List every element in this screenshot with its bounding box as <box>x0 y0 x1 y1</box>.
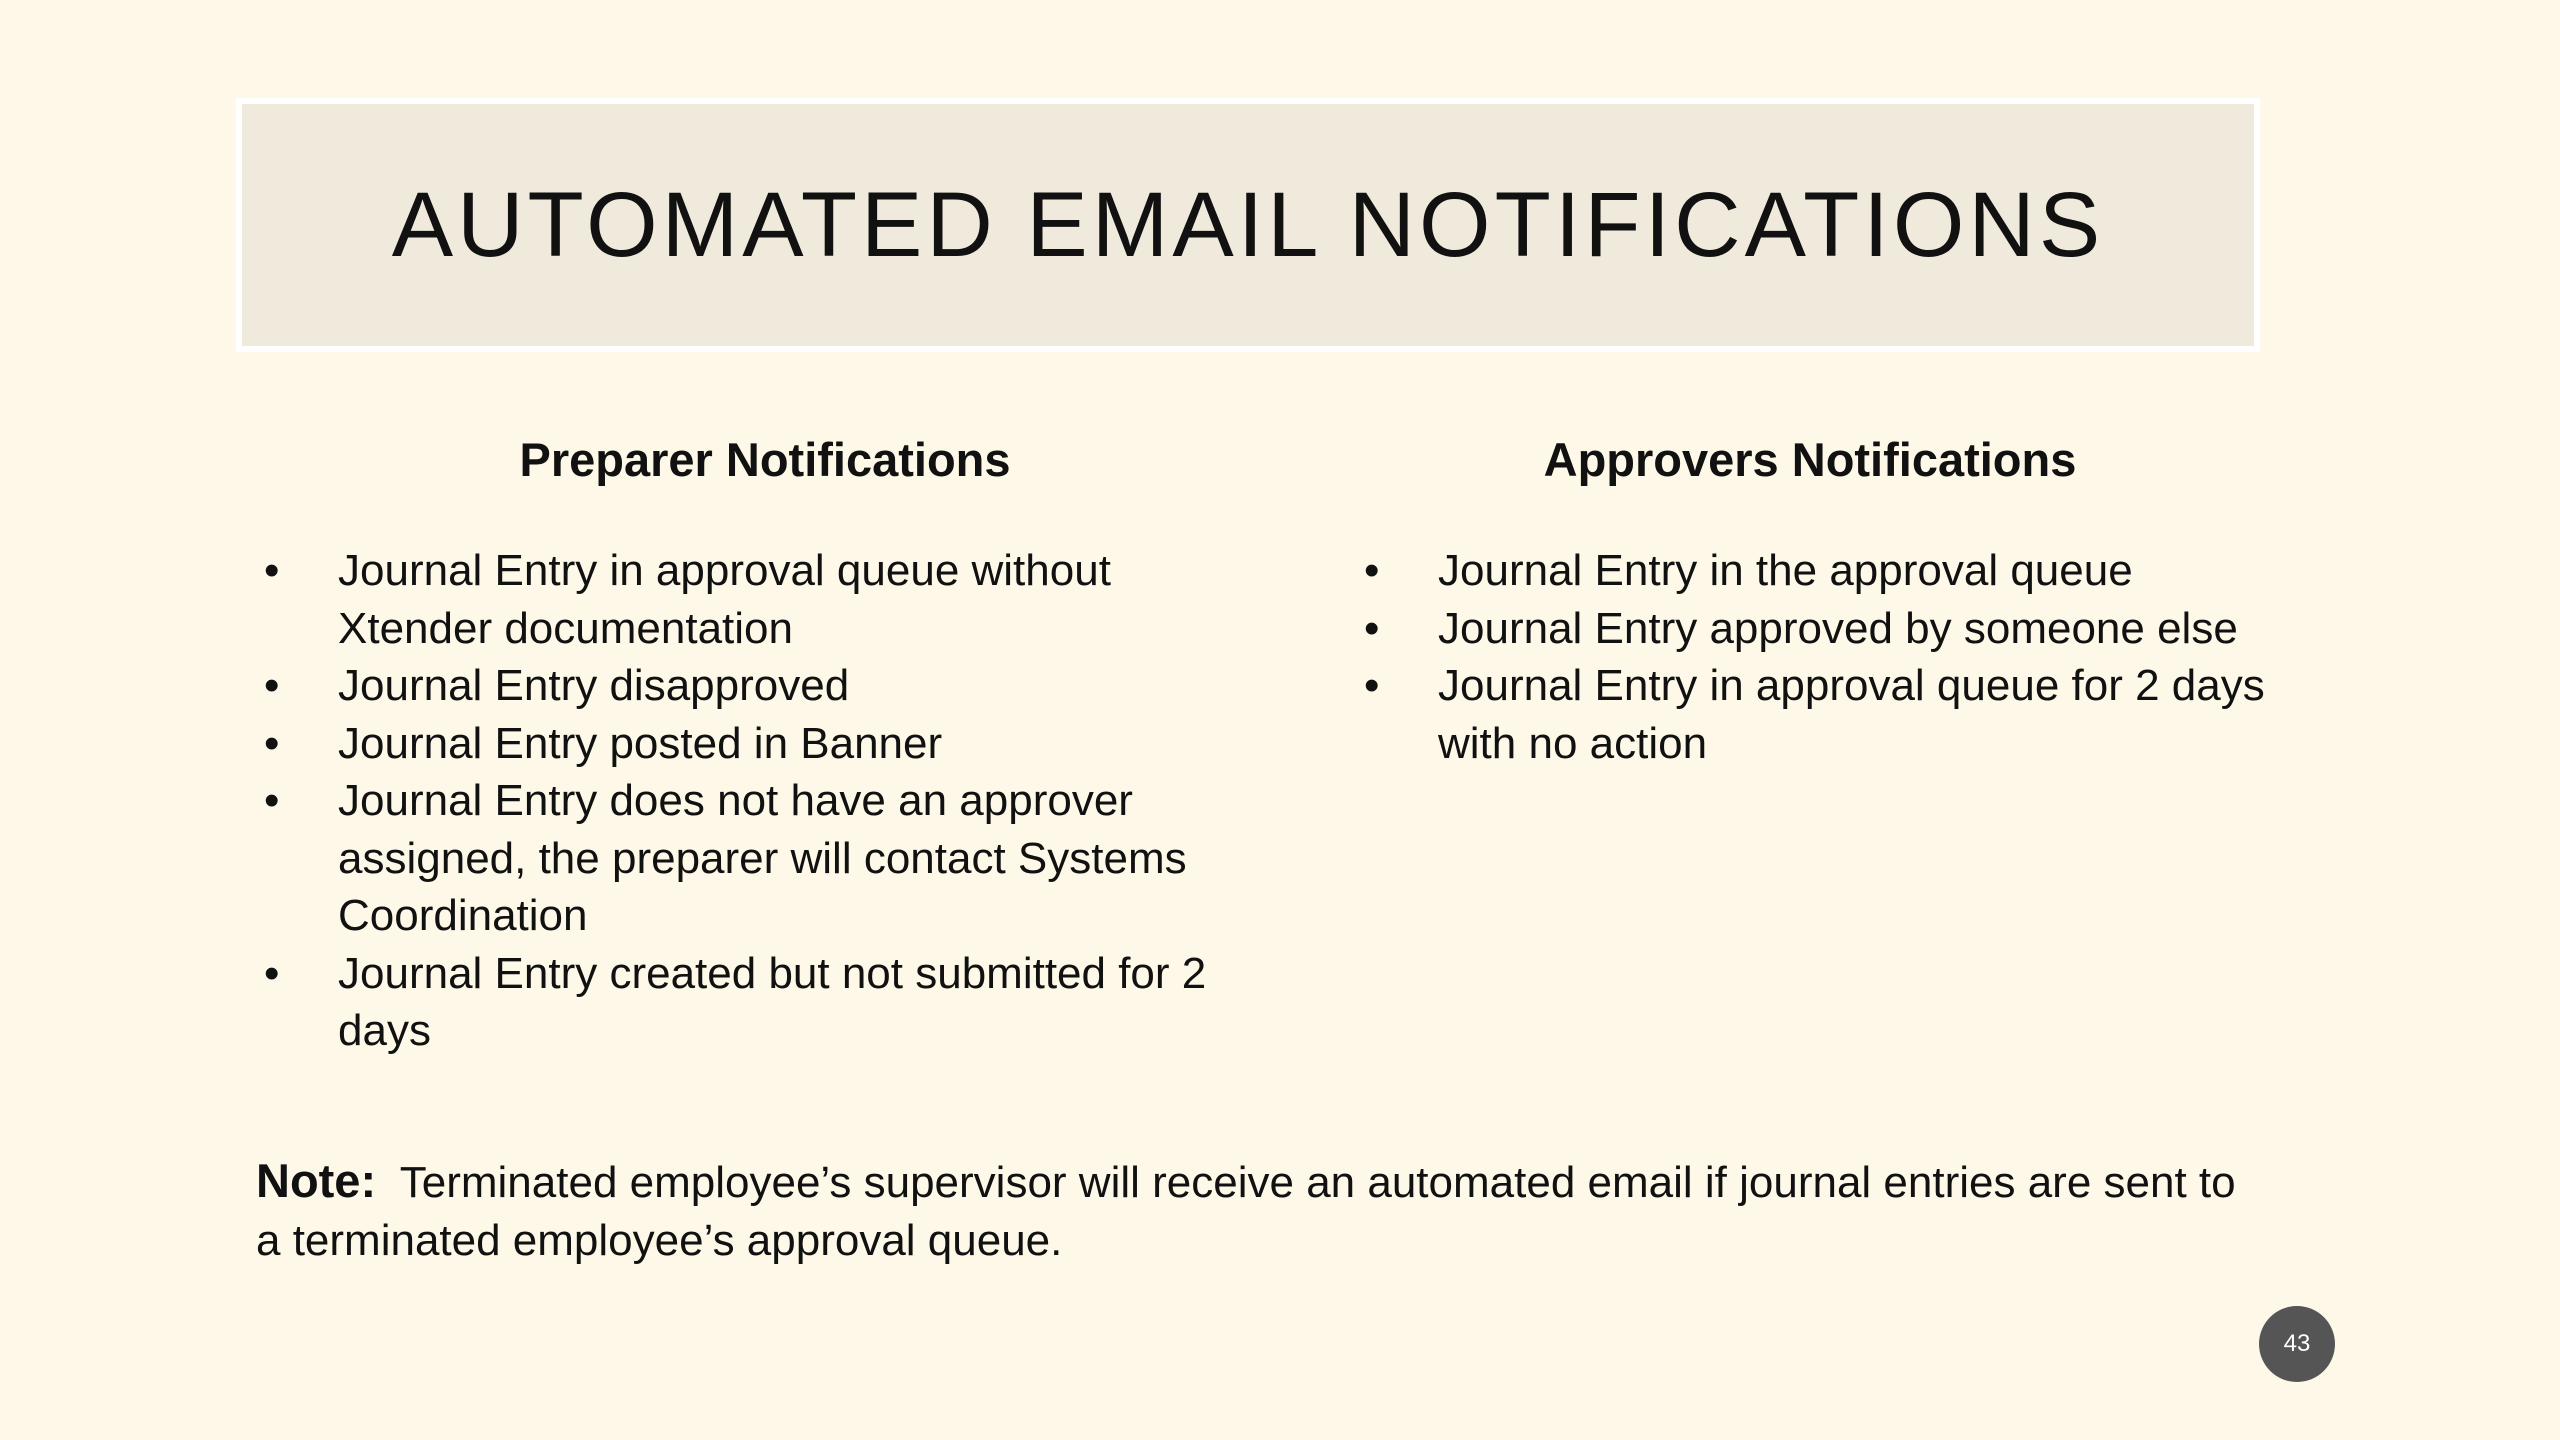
approvers-notifications-column <box>1350 430 2270 768</box>
bullet-icon: • <box>1364 546 1380 595</box>
list-item <box>250 542 1240 657</box>
approvers-notifications-list <box>1350 542 2270 772</box>
bullet-icon: • <box>264 718 280 768</box>
note-label: Note: <box>256 1154 377 1207</box>
slide-number: 43 <box>2283 1330 2311 1357</box>
bullet-icon: • <box>264 776 280 825</box>
list-item-text: Journal Entry approved by someone else <box>1438 603 2238 653</box>
bullet-icon: • <box>1364 661 1380 710</box>
bullet-icon: • <box>264 546 280 595</box>
list-item-text: Journal Entry posted in Banner <box>338 718 943 768</box>
list-item <box>250 715 1240 773</box>
preparer-notifications-list <box>250 542 1240 1060</box>
list-item-text: Journal Entry created but not submitted for 2 days <box>338 948 1207 1055</box>
title-banner <box>236 98 2260 352</box>
bullet-icon: • <box>264 948 280 998</box>
list-item-text: Journal Entry disapproved <box>338 661 850 710</box>
note-paragraph <box>256 1152 2266 1269</box>
preparer-notifications-heading: Preparer Notifications <box>519 433 1011 486</box>
approvers-notifications-heading: Approvers Notifications <box>1543 433 2077 486</box>
list-item <box>1350 657 2270 772</box>
list-item <box>1350 542 2270 600</box>
note-text: Terminated employee’s supervisor will receive an automated email if journal entries are sent to a terminated employee’s approval queue. <box>256 1158 2236 1265</box>
list-item <box>250 945 1240 1060</box>
preparer-notifications-column <box>250 430 1260 1055</box>
bullet-icon: • <box>264 661 280 710</box>
list-item-text: Journal Entry in the approval queue <box>1438 546 2133 595</box>
list-item <box>250 772 1240 945</box>
slide-title: AUTOMATED EMAIL NOTIFICATIONS <box>391 173 2105 276</box>
list-item-text: Journal Entry does not have an approver assigned, the preparer will contact Systems Coordination <box>338 776 1187 940</box>
list-item-text: Journal Entry in approval queue without Xtender documentation <box>338 546 1111 653</box>
list-item <box>250 657 1240 715</box>
slide-number-badge <box>2259 1306 2335 1382</box>
list-item <box>1350 600 2270 658</box>
bullet-icon: • <box>1364 603 1380 653</box>
list-item-text: Journal Entry in approval queue for 2 days with no action <box>1438 661 2265 768</box>
